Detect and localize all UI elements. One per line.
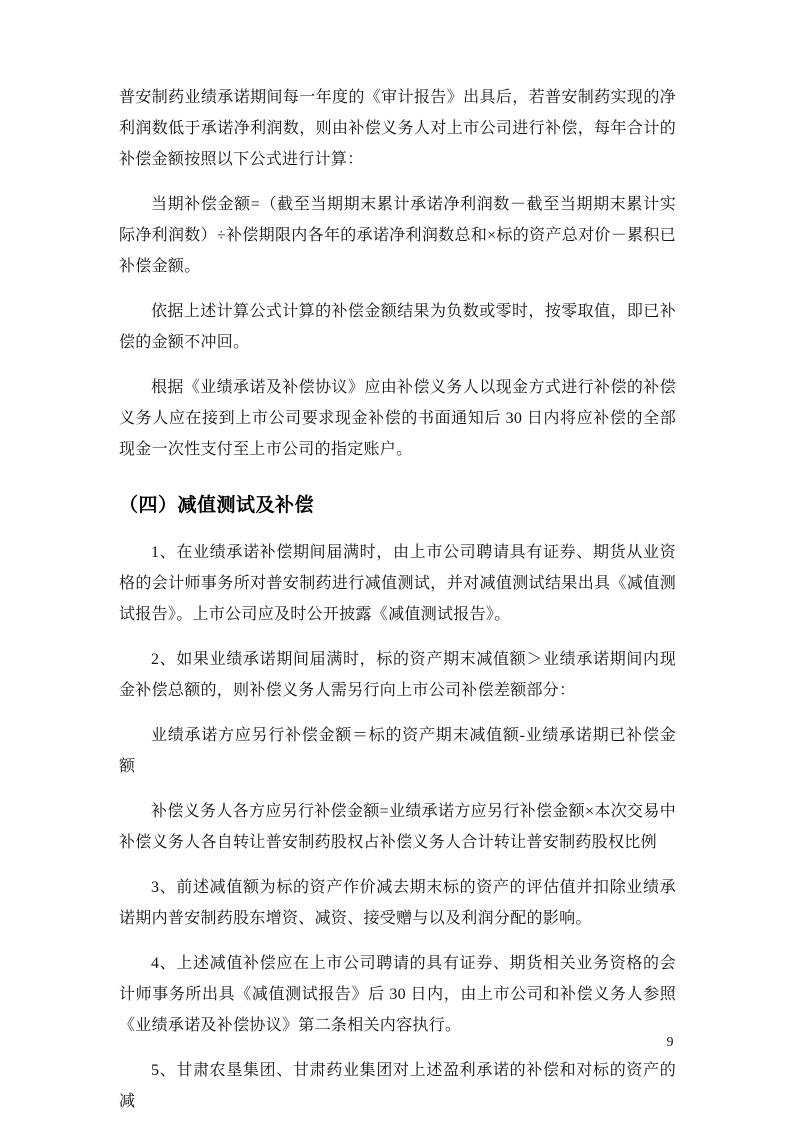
paragraph-item-4: 4、上述减值补偿应在上市公司聘请的具有证券、期货相关业务资格的会计师事务所出具《减值测试报告》后 30 日内，由上市公司和补偿义务人参照《业绩承诺及补偿协议》第二条相关内容执行。 [119,955,676,1034]
paragraph-formula-current-compensation: 当期补偿金额=（截至当期期末累计承诺净利润数－截至当期期末累计实际净利润数）÷补偿期限内各年的承诺净利润数总和×标的资产总对价－累积已补偿金额。 [119,196,676,275]
paragraph-formula-obligor-share: 补偿义务人各方应另行补偿金额=业绩承诺方应另行补偿金额×本次交易中补偿义务人各自转让普安制药股权占补偿义务人合计转让普安制药股权比例 [119,803,676,851]
document-body [119,82,676,1122]
paragraph-zero-value-rule: 依据上述计算公式计算的补偿金额结果为负数或零时，按零取值，即已补偿的金额不冲回。 [119,303,676,351]
paragraph-cash-payment-rule: 根据《业绩承诺及补偿协议》应由补偿义务人以现金方式进行补偿的补偿义务人应在接到上市公司要求现金补偿的书面通知后 30 日内将应补偿的全部现金一次性支付至上市公司的指定账户。 [119,379,676,458]
paragraph-item-3: 3、前述减值额为标的资产作价减去期末标的资产的评估值并扣除业绩承诺期内普安制药股东增资、减资、接受赠与以及利润分配的影响。 [119,879,676,927]
paragraph-formula-additional-compensation: 业绩承诺方应另行补偿金额＝标的资产期末减值额-业绩承诺期已补偿金额 [119,727,676,775]
paragraph-item-2: 2、如果业绩承诺期间届满时，标的资产期末减值额＞业绩承诺期间内现金补偿总额的，则补偿义务人需另行向上市公司补偿差额部分： [119,651,676,699]
paragraph-item-1: 1、在业绩承诺补偿期间届满时，由上市公司聘请具有证券、期货从业资格的会计师事务所对普安制药进行减值测试，并对减值测试结果出具《减值测试报告》。上市公司应及时公开披露《减值测试报告》。 [119,544,676,623]
page-number: 9 [666,1035,674,1050]
paragraph-continuation: 普安制药业绩承诺期间每一年度的《审计报告》出具后，若普安制药实现的净利润数低于承诺净利润数，则由补偿义务人对上市公司进行补偿，每年合计的补偿金额按照以下公式进行计算： [119,89,676,168]
section-heading-impairment-test: （四）减值测试及补偿 [119,495,315,516]
paragraph-item-5-partial: 5、甘肃农垦集团、甘肃药业集团对上述盈利承诺的补偿和对标的资产的减 [119,1062,676,1110]
